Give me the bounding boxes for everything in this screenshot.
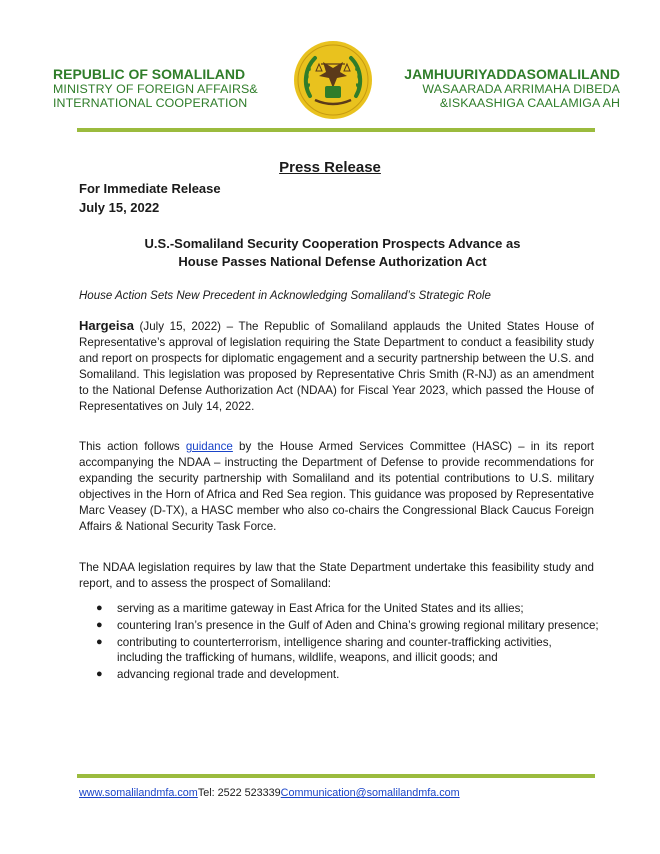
guidance-link[interactable]: guidance (185, 440, 233, 453)
list-item-text: serving as a maritime gateway in East Africa for the United States and its allies; (117, 602, 524, 615)
list-item-text: contributing to counterterrorism, intelligence sharing and counter-trafficking activities, including the trafficking of humans, wildlife, weapons, and illicit goods; and (117, 635, 552, 665)
list-item (79, 635, 599, 667)
paragraph-3: The NDAA legislation requires by law that the State Department undertake this feasibility study and report, and to assess the prospect of Somaliland: (79, 561, 594, 590)
letterhead-left-line1: MINISTRY OF FOREIGN AFFAIRS& (53, 82, 258, 96)
footer-contact (79, 787, 460, 799)
page-title: Press Release (279, 159, 381, 176)
letterhead-left-line2: INTERNATIONAL COOPERATION (53, 96, 248, 110)
list-item-text: advancing regional trade and development. (117, 668, 340, 682)
header-divider (77, 128, 595, 132)
bullet-icon: ● (96, 635, 103, 648)
paragraph-1-text: (July 15, 2022) – The Republic of Somaliland applauds the United States House of Representative’s approval of legislation requiring the State Department to conduct a feasibility study and report on prospects for diplomatic engagement and a security partnership between the U.S. and Somaliland. This legislation was proposed by Representative Chris Smith (R-NJ) as an amendment to the National Defense Authorization Act (NDAA) for Fiscal Year 2023, which passed the House of Representatives on July 14, 2022. (79, 320, 594, 413)
assessment-list (79, 601, 599, 684)
bullet-icon: ● (96, 618, 103, 631)
bullet-icon: ● (96, 602, 103, 614)
coat-of-arms-emblem (293, 40, 373, 120)
telephone: Tel: 2522 523339 (197, 787, 281, 799)
paragraph-2 (79, 439, 594, 534)
letterhead-left (53, 66, 293, 110)
bullet-icon: ● (96, 668, 103, 681)
headline (60, 235, 605, 271)
paragraph-1 (79, 318, 594, 414)
letterhead-right-line2: &ISKAASHIGA CAALAMIGA AH (439, 96, 620, 110)
list-item (79, 618, 599, 634)
paragraph-2-text: by the House Armed Services Committee (HASC) – in its report accompanying the NDAA – instructing the Department of Defense to provide recommendations for expanding the security partnership with Somaliland and its potential contributions to U.S. military objectives in the Horn of Africa and Red Sea region. This guidance was proposed by Representative Marc Veasey (D-TX), a HASC member who also co-chairs the Congressional Black Caucus Foreign Affairs & National Security Task Force. (79, 440, 594, 533)
release-note: For Immediate Release (79, 181, 221, 196)
letterhead-left-title: REPUBLIC OF SOMALILAND (53, 66, 246, 82)
letterhead (0, 0, 660, 130)
emblem-shield (325, 86, 341, 98)
dateline: Hargeisa (79, 318, 134, 333)
footer-divider (77, 774, 595, 778)
headline-line-2: House Passes National Defense Authorization Act (178, 254, 487, 269)
list-item (79, 667, 599, 683)
email-link[interactable]: Communication@somalilandmfa.com (280, 787, 460, 799)
list-item-text: countering Iran’s presence in the Gulf of Aden and China’s growing regional military presence; (117, 618, 599, 632)
subheadline: House Action Sets New Precedent in Acknowledging Somaliland’s Strategic Role (79, 290, 491, 302)
paragraph-2-intro: This action follows (79, 440, 186, 453)
letterhead-right-title: JAMHUURIYADDASOMALILAND (404, 66, 620, 82)
letterhead-right (380, 66, 620, 110)
website-link[interactable]: www.somalilandmfa.com (79, 787, 198, 799)
letterhead-right-line1: WASAARADA ARRIMAHA DIBEDA (422, 82, 620, 96)
release-date: July 15, 2022 (79, 200, 160, 215)
headline-line-1: U.S.-Somaliland Security Cooperation Prospects Advance as (144, 236, 521, 251)
list-item (79, 601, 599, 617)
